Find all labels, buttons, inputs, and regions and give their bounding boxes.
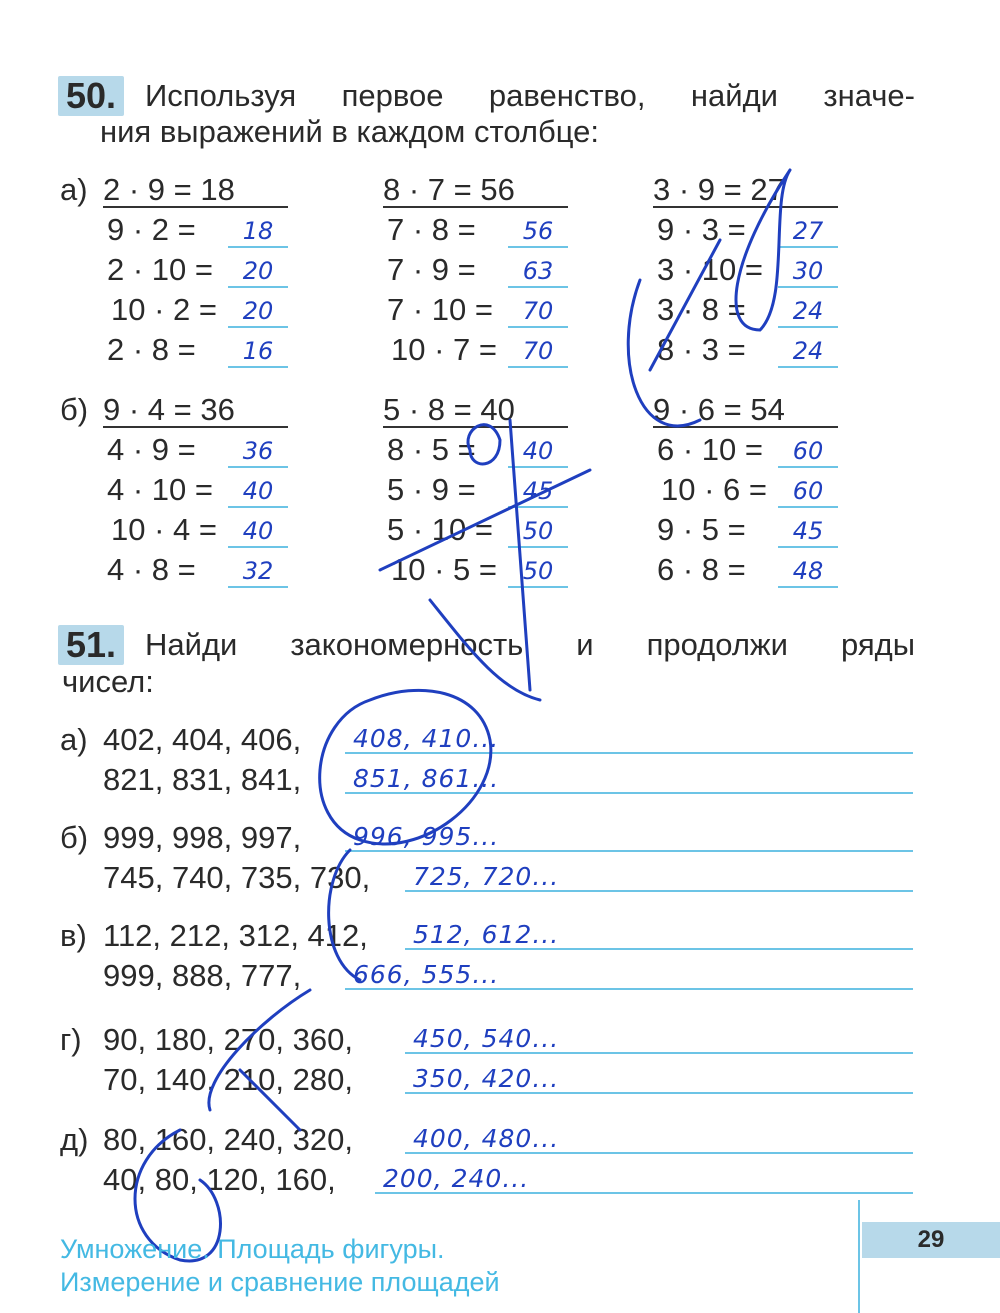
- expression: 4 · 8 =: [107, 552, 196, 587]
- answer-field[interactable]: 20: [228, 296, 288, 328]
- sequence-continuation[interactable]: 350, 420...: [413, 1064, 560, 1093]
- sequence-label: б): [60, 820, 89, 855]
- sequence-continuation[interactable]: 512, 612...: [413, 920, 560, 949]
- number-sequence: 402, 404, 406,: [103, 722, 302, 757]
- expression: 10 · 6 =: [661, 472, 767, 507]
- answer-field[interactable]: 56: [508, 216, 568, 248]
- expression: 10 · 5 =: [391, 552, 497, 587]
- expression: 8 · 5 =: [387, 432, 476, 467]
- answer-field[interactable]: 60: [778, 436, 838, 468]
- number-sequence: 90, 180, 270, 360,: [103, 1022, 353, 1057]
- answer-field[interactable]: 63: [508, 256, 568, 288]
- exercise-50-text-line1: Используя первое равенство, найди значе-: [145, 78, 915, 113]
- answer-field[interactable]: 40: [508, 436, 568, 468]
- exercise-51-text-line1: Найди закономерность и продолжи ряды: [145, 627, 915, 662]
- base-equation: 9 · 6 = 54: [653, 392, 785, 427]
- number-sequence: 80, 160, 240, 320,: [103, 1122, 353, 1157]
- number-sequence: 112, 212, 312, 412,: [103, 918, 368, 953]
- expression: 4 · 9 =: [107, 432, 196, 467]
- answer-field[interactable]: 40: [228, 516, 288, 548]
- sequence-continuation[interactable]: 725, 720...: [413, 862, 560, 891]
- sequence-label: в): [60, 918, 87, 953]
- footer-topic-line1: Умножение. Площадь фигуры.: [60, 1234, 445, 1264]
- answer-field[interactable]: 30: [778, 256, 838, 288]
- expression: 2 · 8 =: [107, 332, 196, 367]
- answer-field[interactable]: 32: [228, 556, 288, 588]
- expression: 9 · 3 =: [657, 212, 746, 247]
- expression: 3 · 8 =: [657, 292, 746, 327]
- expression: 5 · 9 =: [387, 472, 476, 507]
- answer-field[interactable]: 16: [228, 336, 288, 368]
- part-b-label: б): [60, 392, 89, 427]
- number-sequence: 999, 888, 777,: [103, 958, 302, 993]
- answer-field[interactable]: 50: [508, 556, 568, 588]
- answer-field[interactable]: 45: [778, 516, 838, 548]
- answer-field[interactable]: 36: [228, 436, 288, 468]
- answer-field[interactable]: 20: [228, 256, 288, 288]
- sequence-continuation[interactable]: 200, 240...: [383, 1164, 530, 1193]
- expression: 9 · 5 =: [657, 512, 746, 547]
- expression: 7 · 9 =: [387, 252, 476, 287]
- base-equation: 8 · 7 = 56: [383, 172, 515, 207]
- expression: 10 · 4 =: [111, 512, 217, 547]
- sequence-continuation[interactable]: 996, 995...: [353, 822, 500, 851]
- number-sequence: 70, 140, 210, 280,: [103, 1062, 353, 1097]
- footer-divider: [858, 1200, 860, 1313]
- expression: 6 · 10 =: [657, 432, 763, 467]
- sequence-label: д): [60, 1122, 89, 1157]
- expression: 6 · 8 =: [657, 552, 746, 587]
- answer-field[interactable]: 18: [228, 216, 288, 248]
- answer-field[interactable]: 40: [228, 476, 288, 508]
- number-sequence: 745, 740, 735, 730,: [103, 860, 371, 895]
- answer-field[interactable]: 70: [508, 336, 568, 368]
- expression: 3 · 10 =: [657, 252, 763, 287]
- answer-field[interactable]: 24: [778, 296, 838, 328]
- base-equation: 5 · 8 = 40: [383, 392, 515, 427]
- sequence-continuation[interactable]: 666, 555...: [353, 960, 500, 989]
- sequence-continuation[interactable]: 851, 861...: [353, 764, 500, 793]
- answer-field[interactable]: 48: [778, 556, 838, 588]
- expression: 4 · 10 =: [107, 472, 213, 507]
- number-sequence: 999, 998, 997,: [103, 820, 302, 855]
- answer-field[interactable]: 27: [778, 216, 838, 248]
- sequence-continuation[interactable]: 450, 540...: [413, 1024, 560, 1053]
- exercise-50-text-line2: ния выражений в каждом столбце:: [100, 114, 599, 149]
- expression: 5 · 10 =: [387, 512, 493, 547]
- answer-field[interactable]: 24: [778, 336, 838, 368]
- exercise-51-text-line2: чисел:: [62, 664, 154, 699]
- base-equation: 3 · 9 = 27: [653, 172, 785, 207]
- number-sequence: 40, 80, 120, 160,: [103, 1162, 336, 1197]
- answer-field[interactable]: 60: [778, 476, 838, 508]
- expression: 7 · 8 =: [387, 212, 476, 247]
- answer-field[interactable]: 45: [508, 476, 568, 508]
- expression: 10 · 7 =: [391, 332, 497, 367]
- expression: 9 · 2 =: [107, 212, 196, 247]
- part-a-label: а): [60, 172, 88, 207]
- sequence-continuation[interactable]: 408, 410...: [353, 724, 500, 753]
- exercise-51-number: 51.: [58, 625, 124, 665]
- answer-field[interactable]: 50: [508, 516, 568, 548]
- sequence-label: а): [60, 722, 88, 757]
- base-equation: 2 · 9 = 18: [103, 172, 235, 207]
- page-number: 29: [862, 1222, 1000, 1258]
- exercise-50-number: 50.: [58, 76, 124, 116]
- expression: 2 · 10 =: [107, 252, 213, 287]
- footer-topic-line2: Измерение и сравнение площадей: [60, 1267, 500, 1297]
- sequence-continuation[interactable]: 400, 480...: [413, 1124, 560, 1153]
- expression: 8 · 3 =: [657, 332, 746, 367]
- expression: 7 · 10 =: [387, 292, 493, 327]
- answer-field[interactable]: 70: [508, 296, 568, 328]
- base-equation: 9 · 4 = 36: [103, 392, 235, 427]
- number-sequence: 821, 831, 841,: [103, 762, 302, 797]
- sequence-label: г): [60, 1022, 82, 1057]
- expression: 10 · 2 =: [111, 292, 217, 327]
